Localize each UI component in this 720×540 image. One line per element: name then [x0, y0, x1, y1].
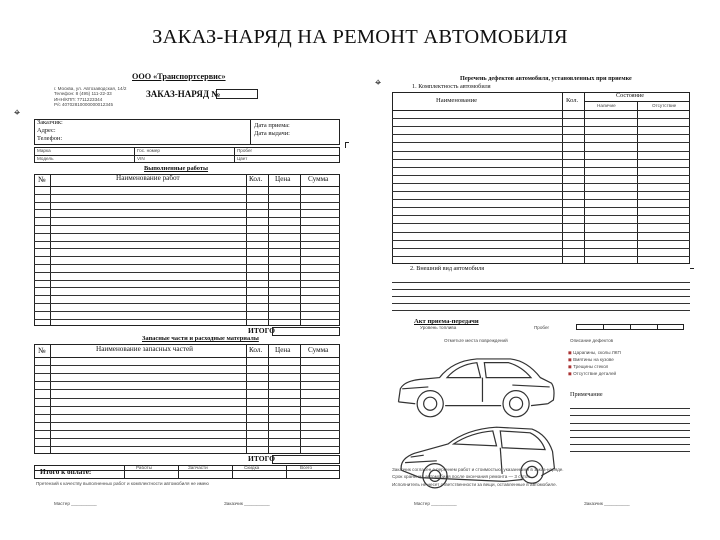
completeness-col-state: Состояние [616, 92, 644, 99]
works-col-no: № [38, 175, 46, 184]
table-row [392, 296, 690, 297]
table-row [34, 287, 340, 288]
table-row [34, 280, 340, 281]
client-label: Заказчик: [37, 119, 63, 126]
table-row [392, 289, 690, 290]
table-row [34, 295, 340, 296]
table-row [392, 126, 690, 127]
completeness-col-absent: Отсутствие [652, 103, 677, 108]
legend-item: ◼ Царапины, сколы ЛКП [568, 350, 621, 355]
table-row [34, 194, 340, 195]
table-row [34, 272, 340, 273]
table-row [392, 248, 690, 249]
works-total-field [272, 327, 340, 336]
client-block [34, 119, 340, 145]
table-row [34, 303, 340, 304]
table-row [570, 423, 690, 424]
order-number-field[interactable] [216, 89, 258, 99]
terms-block [392, 466, 564, 488]
table-row [34, 398, 340, 399]
table-row [34, 311, 340, 312]
table-row [392, 310, 690, 311]
parts-rows [34, 357, 340, 454]
table-row [34, 422, 340, 423]
defects-legend [568, 350, 621, 378]
plate-label: Гос. номер [137, 148, 160, 153]
table-row [570, 444, 690, 445]
act-title: Акт приема-передачи [414, 318, 479, 325]
table-row [392, 282, 690, 283]
table-row [392, 303, 690, 304]
table-row [392, 199, 690, 200]
completeness-col-qty: Кол. [566, 97, 579, 104]
completeness-rows [392, 110, 690, 264]
table-row [34, 225, 340, 226]
defects-header: Перечень дефектов автомобиля, установленных при приемке [460, 75, 632, 82]
legend-item: ◼ Отсутствие деталей [568, 370, 617, 376]
works-total-label: ИТОГО [248, 326, 275, 335]
table-row [34, 438, 340, 439]
table-row [34, 373, 340, 374]
works-rows [34, 186, 340, 326]
table-row [570, 430, 690, 431]
table-row [34, 319, 340, 320]
terms-line: Срок хранения автомобиля после окончания ремонта — 3 суток. [392, 474, 531, 480]
table-row [392, 223, 690, 224]
table-row [34, 365, 340, 366]
terms-line: Исполнитель не несет ответственности за вещи, оставленные в автомобиле. [392, 481, 557, 487]
payment-col-works: Работы [136, 465, 152, 470]
table-row [392, 240, 690, 241]
table-row [570, 408, 690, 409]
acceptance-note: Претензий к качеству выполненных работ и комплектности автомобиля не имею [36, 481, 209, 486]
model-label: Модель [37, 156, 54, 161]
table-row [392, 232, 690, 233]
table-row [34, 430, 340, 431]
table-row [34, 248, 340, 249]
legend-item: ◼ Вмятины на кузове [568, 356, 614, 362]
table-row [34, 264, 340, 265]
parts-section-title: Запасные части и расходные материалы [142, 335, 259, 342]
table-row [392, 207, 690, 208]
table-row [34, 202, 340, 203]
order-sheet-right [375, 70, 698, 520]
table-row [34, 406, 340, 407]
address-line: ИНН/КПП: 7711223344 [54, 96, 103, 102]
phone-label: Телефон: [37, 135, 63, 142]
order-sheet-left [14, 70, 346, 520]
make-label: Марка [37, 148, 51, 153]
works-col-price: Цена [275, 175, 291, 183]
table-row [34, 414, 340, 415]
table-row [34, 256, 340, 257]
table-row [392, 159, 690, 160]
crosshair-icon: ⌖ [375, 76, 382, 89]
page-title: ЗАКАЗ-НАРЯД НА РЕМОНТ АВТОМОБИЛЯ [152, 26, 568, 48]
color-label: Цвет [237, 156, 248, 161]
table-row [34, 217, 340, 218]
table-row [392, 175, 690, 176]
order-number-label: ЗАКАЗ-НАРЯД № [146, 89, 221, 99]
works-section-title: Выполненные работы [144, 165, 209, 172]
table-row [392, 118, 690, 119]
remarks-label: Примечание [570, 391, 603, 398]
client-signature-right: Заказчик __________ [584, 501, 630, 506]
completeness-col-present: Наличие [597, 103, 616, 108]
parts-col-no: № [38, 346, 46, 355]
date-issued-label: Дата выдачи: [254, 130, 290, 137]
terms-line: Заказчик согласен с перечнем работ и стоимостью, указанными в заказ-наряде. [392, 467, 564, 472]
table-row [34, 446, 340, 447]
table-row [392, 183, 690, 184]
works-col-sum: Сумма [308, 175, 329, 183]
parts-col-name: Наименование запасных частей [96, 345, 193, 353]
defects-description-label: Описание дефектов [570, 338, 614, 343]
edge-mark [690, 268, 694, 269]
damage-marking-label: Отметьте места повреждений [444, 338, 508, 343]
vin-label: VIN [137, 156, 145, 161]
parts-total-label: ИТОГО [248, 454, 275, 463]
date-received-label: Дата приема: [254, 122, 290, 129]
address-line: Р/с 40702810000000012345 [54, 101, 114, 107]
exterior-rows [392, 275, 690, 317]
table-row [570, 415, 690, 416]
table-row [392, 215, 690, 216]
table-row [570, 451, 690, 452]
table-row [392, 256, 690, 257]
legend-item: ◼ Трещины стекол [568, 363, 609, 369]
payment-label: Итого к оплате: [40, 468, 92, 476]
table-row [34, 209, 340, 210]
parts-col-sum: Сумма [308, 346, 329, 354]
company-name: ООО «Транспортсервис» [132, 72, 226, 81]
completeness-col-name: Наименование [436, 97, 478, 104]
payment-col-discount: Скидка [244, 465, 260, 470]
payment-col-parts: Запчасти [188, 465, 208, 470]
parts-col-price: Цена [275, 346, 291, 354]
table-row [34, 233, 340, 234]
completeness-section: 1. Комплектность автомобиля [412, 83, 491, 90]
address-line: г. Москва, ул. Автозаводская, 14/2 [54, 86, 127, 91]
address-label: Адрес: [37, 127, 56, 134]
fuel-level-label: Уровень топлива [420, 325, 457, 330]
table-row [34, 389, 340, 390]
master-signature-right: Мастер __________ [414, 501, 457, 506]
table-row [392, 167, 690, 168]
table-row [34, 381, 340, 382]
table-row [570, 437, 690, 438]
table-row [34, 241, 340, 242]
remarks-rows [570, 401, 690, 459]
payment-col-total: Всего [300, 465, 313, 470]
table-row [392, 142, 690, 143]
mileage-label: Пробег [237, 148, 253, 153]
edge-mark [345, 142, 346, 148]
parts-total-field [272, 455, 340, 464]
exterior-section: 2. Внешний вид автомобиля [410, 265, 485, 272]
address-line: Телефон: 8 (495) 111-22-33 [54, 91, 112, 97]
client-signature: Заказчик __________ [224, 501, 270, 506]
table-row [392, 134, 690, 135]
master-signature: Мастер __________ [54, 501, 97, 506]
company-address [54, 86, 126, 107]
works-col-name: Наименование работ [116, 174, 180, 182]
works-col-qty: Кол. [249, 175, 263, 183]
parts-col-qty: Кол. [249, 346, 263, 354]
table-row [392, 151, 690, 152]
table-row [392, 191, 690, 192]
crosshair-icon: ⌖ [14, 106, 21, 119]
act-mileage-label: Пробег [534, 325, 550, 330]
